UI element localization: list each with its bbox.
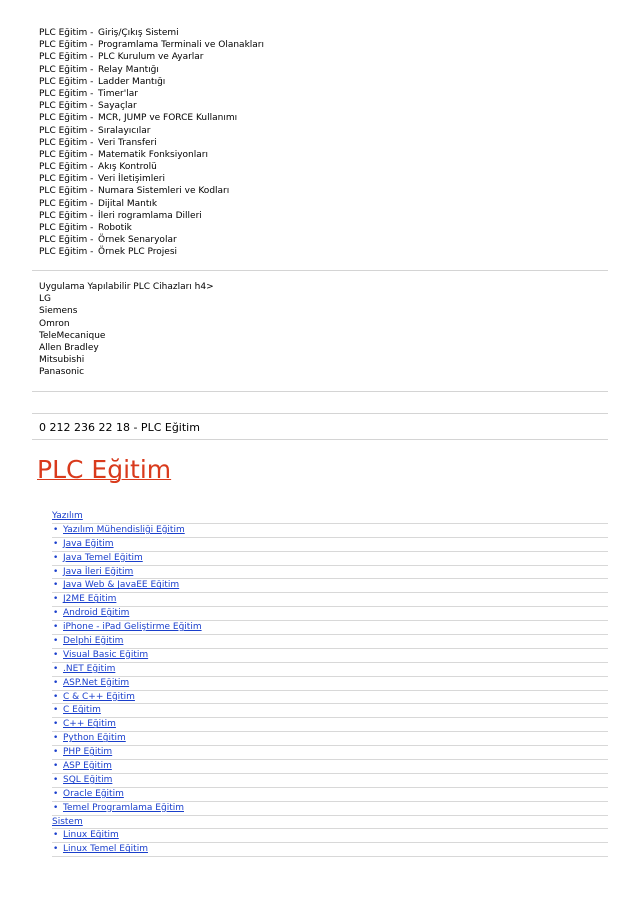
list-item bbox=[52, 829, 608, 843]
course-link[interactable]: Linux Temel Eğitim bbox=[63, 844, 148, 855]
curriculum-row bbox=[39, 246, 264, 258]
course-link[interactable]: PHP Eğitim bbox=[63, 747, 113, 758]
bullet-icon: • bbox=[53, 788, 59, 799]
list-item bbox=[52, 718, 608, 732]
list-item bbox=[52, 607, 608, 621]
curriculum-topic: Sıralayıcılar bbox=[98, 125, 151, 136]
course-link[interactable]: iPhone - iPad Geliştirme Eğitim bbox=[63, 622, 202, 633]
course-link[interactable]: Delphi Eğitim bbox=[63, 636, 124, 647]
curriculum-row bbox=[39, 88, 264, 100]
bullet-icon: • bbox=[53, 580, 59, 591]
contact-phone: 0 212 236 22 18 - PLC Eğitim bbox=[39, 421, 200, 434]
course-link[interactable]: Python Eğitim bbox=[63, 733, 126, 744]
curriculum-topic: Robotik bbox=[98, 223, 132, 233]
curriculum-topic: Veri Transferi bbox=[98, 137, 157, 148]
curriculum-row bbox=[39, 222, 264, 234]
curriculum-row bbox=[39, 27, 264, 39]
curriculum-prefix: PLC Eğitim - bbox=[39, 223, 94, 233]
list-item bbox=[52, 677, 608, 691]
list-item bbox=[52, 746, 608, 760]
curriculum-prefix: PLC Eğitim - bbox=[39, 149, 94, 160]
course-link[interactable]: J2ME Eğitim bbox=[63, 594, 117, 605]
curriculum-topic: Örnek Senaryolar bbox=[98, 235, 177, 246]
course-link[interactable]: Linux Eğitim bbox=[63, 830, 119, 841]
bullet-icon: • bbox=[53, 566, 59, 577]
course-link[interactable]: Java İleri Eğitim bbox=[63, 566, 134, 577]
curriculum-topic: Örnek PLC Projesi bbox=[98, 247, 178, 258]
course-link-list bbox=[52, 510, 608, 857]
curriculum-prefix: PLC Eğitim - bbox=[39, 125, 94, 136]
category-link[interactable]: Yazılım bbox=[52, 511, 83, 521]
curriculum-row bbox=[39, 137, 264, 149]
curriculum-prefix: PLC Eğitim - bbox=[39, 198, 94, 209]
curriculum-topic: Programlama Terminali ve Olanakları bbox=[98, 40, 264, 51]
bullet-icon: • bbox=[53, 705, 59, 716]
list-item bbox=[52, 621, 608, 635]
bullet-icon: • bbox=[53, 524, 59, 535]
curriculum-row bbox=[39, 234, 264, 246]
list-item bbox=[52, 788, 608, 802]
list-item bbox=[52, 566, 608, 580]
curriculum-row bbox=[39, 210, 264, 222]
curriculum-topic: Relay Mantığı bbox=[98, 64, 159, 75]
bullet-icon: • bbox=[53, 691, 59, 702]
bullet-icon: • bbox=[53, 844, 59, 855]
list-item bbox=[52, 663, 608, 677]
bullet-icon: • bbox=[53, 649, 59, 660]
curriculum-row bbox=[39, 173, 264, 185]
curriculum-prefix: PLC Eğitim - bbox=[39, 28, 94, 38]
divider bbox=[32, 413, 608, 414]
curriculum-prefix: PLC Eğitim - bbox=[39, 113, 94, 124]
curriculum-row bbox=[39, 76, 264, 88]
bullet-icon: • bbox=[53, 747, 59, 758]
curriculum-prefix: PLC Eğitim - bbox=[39, 101, 94, 112]
bullet-icon: • bbox=[53, 830, 59, 841]
bullet-icon: • bbox=[53, 636, 59, 647]
divider bbox=[32, 439, 608, 440]
bullet-icon: • bbox=[53, 774, 59, 785]
device-brand: Panasonic bbox=[39, 367, 85, 378]
list-item bbox=[52, 802, 608, 816]
course-link[interactable]: Java Temel Eğitim bbox=[63, 552, 143, 563]
curriculum-topic: Dijital Mantık bbox=[98, 198, 158, 209]
curriculum-topic: Matematik Fonksiyonları bbox=[98, 149, 208, 160]
curriculum-row bbox=[39, 185, 264, 197]
list-item bbox=[52, 635, 608, 649]
curriculum-topic: Sayaçlar bbox=[98, 101, 137, 112]
list-item bbox=[52, 579, 608, 593]
device-brand: Siemens bbox=[39, 306, 78, 317]
course-link[interactable]: C++ Eğitim bbox=[63, 719, 116, 730]
curriculum-row bbox=[39, 100, 264, 112]
course-link[interactable]: Visual Basic Eğitim bbox=[63, 649, 149, 660]
bullet-icon: • bbox=[53, 802, 59, 813]
curriculum-row bbox=[39, 51, 264, 63]
device-brand: TeleMecanique bbox=[39, 330, 106, 341]
course-link[interactable]: Java Web & JavaEE Eğitim bbox=[63, 580, 180, 591]
list-item bbox=[52, 649, 608, 663]
device-brand: Mitsubishi bbox=[39, 355, 85, 366]
list-item bbox=[52, 538, 608, 552]
device-brand: Allen Bradley bbox=[39, 342, 99, 353]
curriculum-row bbox=[39, 125, 264, 137]
list-item bbox=[52, 593, 608, 607]
curriculum-topic: Giriş/Çıkış Sistemi bbox=[98, 28, 179, 38]
course-link[interactable]: Oracle Eğitim bbox=[63, 788, 124, 799]
device-list bbox=[39, 281, 214, 379]
bullet-icon: • bbox=[53, 552, 59, 563]
curriculum-prefix: PLC Eğitim - bbox=[39, 40, 94, 51]
course-link[interactable]: SQL Eğitim bbox=[63, 774, 113, 785]
bullet-icon: • bbox=[53, 594, 59, 605]
curriculum-topic: Ladder Mantığı bbox=[98, 76, 166, 87]
curriculum-row bbox=[39, 198, 264, 210]
curriculum-topic: PLC Kurulum ve Ayarlar bbox=[98, 52, 204, 63]
curriculum-prefix: PLC Eğitim - bbox=[39, 210, 94, 221]
bullet-icon: • bbox=[53, 677, 59, 688]
course-link[interactable]: Yazılım Mühendisliği Eğitim bbox=[63, 524, 185, 535]
category-link[interactable]: Sistem bbox=[52, 816, 83, 827]
curriculum-prefix: PLC Eğitim - bbox=[39, 247, 94, 258]
curriculum-prefix: PLC Eğitim - bbox=[39, 88, 94, 99]
device-brand: LG bbox=[39, 294, 51, 305]
list-item bbox=[52, 843, 608, 857]
bullet-icon: • bbox=[53, 608, 59, 619]
bullet-icon: • bbox=[53, 663, 59, 674]
category-row bbox=[52, 816, 608, 830]
curriculum-topic: İleri rogramlama Dilleri bbox=[98, 210, 202, 221]
curriculum-prefix: PLC Eğitim - bbox=[39, 52, 94, 63]
course-link[interactable]: Android Eğitim bbox=[63, 608, 130, 619]
page-title-link[interactable]: PLC Eğitim bbox=[37, 455, 172, 484]
list-item bbox=[52, 732, 608, 746]
list-item bbox=[52, 691, 608, 705]
curriculum-prefix: PLC Eğitim - bbox=[39, 64, 94, 75]
bullet-icon: • bbox=[53, 538, 59, 549]
list-item bbox=[52, 552, 608, 566]
device-brand: Omron bbox=[39, 318, 70, 329]
curriculum-topic: MCR, JUMP ve FORCE Kullanımı bbox=[98, 113, 238, 124]
list-item bbox=[52, 774, 608, 788]
curriculum-row bbox=[39, 39, 264, 51]
bullet-icon: • bbox=[53, 761, 59, 772]
divider bbox=[32, 270, 608, 271]
curriculum-topic: Akış Kontrolü bbox=[98, 162, 157, 173]
category-row bbox=[52, 510, 608, 524]
curriculum-list bbox=[39, 27, 264, 259]
curriculum-topic: Timer'lar bbox=[98, 88, 138, 99]
course-link[interactable]: C Eğitim bbox=[63, 705, 101, 716]
course-link[interactable]: C & C++ Eğitim bbox=[63, 691, 135, 702]
curriculum-prefix: PLC Eğitim - bbox=[39, 76, 94, 87]
list-item bbox=[52, 704, 608, 718]
curriculum-prefix: PLC Eğitim - bbox=[39, 137, 94, 148]
curriculum-row bbox=[39, 64, 264, 76]
curriculum-row bbox=[39, 112, 264, 124]
bullet-icon: • bbox=[53, 622, 59, 633]
curriculum-prefix: PLC Eğitim - bbox=[39, 174, 94, 185]
course-link[interactable]: ASP.Net Eğitim bbox=[63, 677, 130, 688]
curriculum-row bbox=[39, 149, 264, 161]
curriculum-row bbox=[39, 161, 264, 173]
curriculum-topic: Numara Sistemleri ve Kodları bbox=[98, 186, 230, 197]
devices-heading: Uygulama Yapılabilir PLC Cihazları h4> bbox=[39, 282, 214, 292]
list-item bbox=[52, 760, 608, 774]
course-link[interactable]: Java Eğitim bbox=[63, 538, 114, 549]
bullet-icon: • bbox=[53, 719, 59, 730]
curriculum-prefix: PLC Eğitim - bbox=[39, 235, 94, 246]
course-link[interactable]: Temel Programlama Eğitim bbox=[63, 802, 184, 813]
curriculum-prefix: PLC Eğitim - bbox=[39, 162, 94, 173]
list-item bbox=[52, 524, 608, 538]
course-link[interactable]: .NET Eğitim bbox=[63, 663, 116, 674]
bullet-icon: • bbox=[53, 733, 59, 744]
curriculum-topic: Veri İletişimleri bbox=[98, 174, 165, 185]
curriculum-prefix: PLC Eğitim - bbox=[39, 186, 94, 197]
divider bbox=[32, 391, 608, 392]
course-link[interactable]: ASP Eğitim bbox=[63, 761, 112, 772]
